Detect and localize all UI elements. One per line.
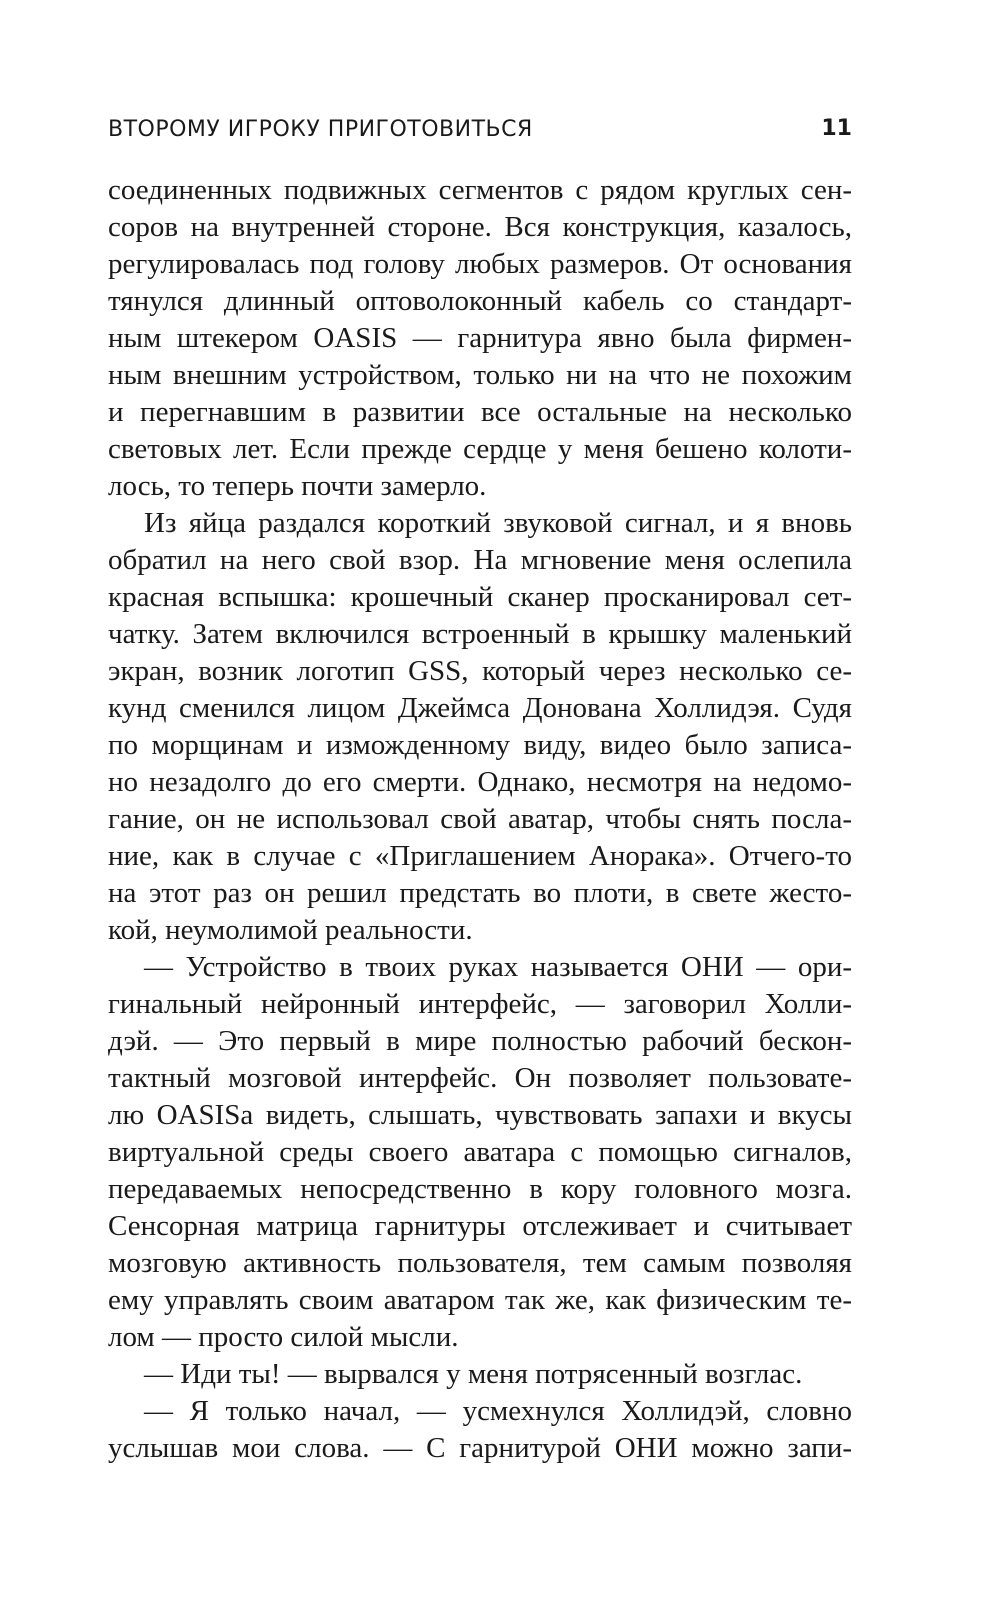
text-line: гание, он не использовал свой аватар, чтобы снять посла- bbox=[108, 803, 852, 835]
text-line: тактный мозговой интерфейс. Он позволяет пользовате- bbox=[108, 1062, 852, 1094]
text-line: ным штекером OASIS — гарнитура явно была фирмен- bbox=[108, 322, 852, 354]
text-line: услышав мои слова. — С гарнитурой ОНИ можно запи- bbox=[108, 1432, 852, 1464]
text-line: и перегнавшим в развитии все остальные на несколько bbox=[108, 396, 852, 428]
text-line: световых лет. Если прежде сердце у меня бешено колоти- bbox=[108, 433, 852, 465]
text-line: виртуальной среды своего аватара с помощью сигналов, bbox=[108, 1136, 852, 1168]
body-text bbox=[108, 172, 852, 1467]
text-line: но незадолго до его смерти. Однако, несмотря на недомо- bbox=[108, 766, 852, 798]
running-head: ВТОРОМУ ИГРОКУ ПРИГОТОВИТЬСЯ bbox=[108, 117, 533, 142]
text-line: — Иди ты! — вырвался у меня потрясенный возглас. bbox=[144, 1358, 803, 1390]
text-line: Сенсорная матрица гарнитуры отслеживает и считывает bbox=[108, 1210, 852, 1242]
text-line: тянулся длинный оптоволоконный кабель со стандарт- bbox=[108, 285, 852, 317]
text-line: лом — просто силой мысли. bbox=[108, 1321, 459, 1353]
text-line: дэй. — Это первый в мире полностью рабочий бескон- bbox=[108, 1025, 852, 1057]
text-line: мозговую активность пользователя, тем самым позволяя bbox=[108, 1247, 852, 1279]
text-line: гинальный нейронный интерфейс, — заговорил Холли- bbox=[108, 988, 852, 1020]
text-line: передаваемых непосредственно в кору головного мозга. bbox=[108, 1173, 852, 1205]
page-number: 11 bbox=[821, 116, 852, 141]
text-line: — Я только начал, — усмехнулся Холлидэй, словно bbox=[144, 1395, 852, 1427]
text-line: красная вспышка: крошечный сканер просканировал сет- bbox=[108, 581, 852, 613]
text-line: кой, неумолимой реальности. bbox=[108, 914, 473, 946]
text-line: соров на внутренней стороне. Вся конструкция, казалось, bbox=[108, 211, 852, 243]
text-line: Из яйца раздался короткий звуковой сигнал, и я вновь bbox=[144, 507, 852, 539]
text-line: регулировалась под голову любых размеров. От основания bbox=[108, 248, 852, 280]
text-line: ным внешним устройством, только ни на что не похожим bbox=[108, 359, 852, 391]
text-line: ему управлять своим аватаром так же, как физическим те- bbox=[108, 1284, 852, 1316]
text-line: — Устройство в твоих руках называется ОНИ — ори- bbox=[144, 951, 852, 983]
text-line: чатку. Затем включился встроенный в крышку маленький bbox=[108, 618, 852, 650]
text-line: обратил на него свой взор. На мгновение меня ослепила bbox=[108, 544, 852, 576]
text-line: кунд сменился лицом Джеймса Донована Холлидэя. Судя bbox=[108, 692, 852, 724]
text-line: лось, то теперь почти замерло. bbox=[108, 470, 487, 502]
text-line: лю OASISа видеть, слышать, чувствовать запахи и вкусы bbox=[108, 1099, 852, 1131]
text-line: на этот раз он решил предстать во плоти, в свете жесто- bbox=[108, 877, 852, 909]
text-line: соединенных подвижных сегментов с рядом круглых сен- bbox=[108, 174, 852, 206]
text-line: по морщинам и изможденному виду, видео было записа- bbox=[108, 729, 852, 761]
text-line: экран, возник логотип GSS, который через несколько се- bbox=[108, 655, 852, 687]
text-line: ние, как в случае с «Приглашением Анорака». Отчего-то bbox=[108, 840, 852, 872]
